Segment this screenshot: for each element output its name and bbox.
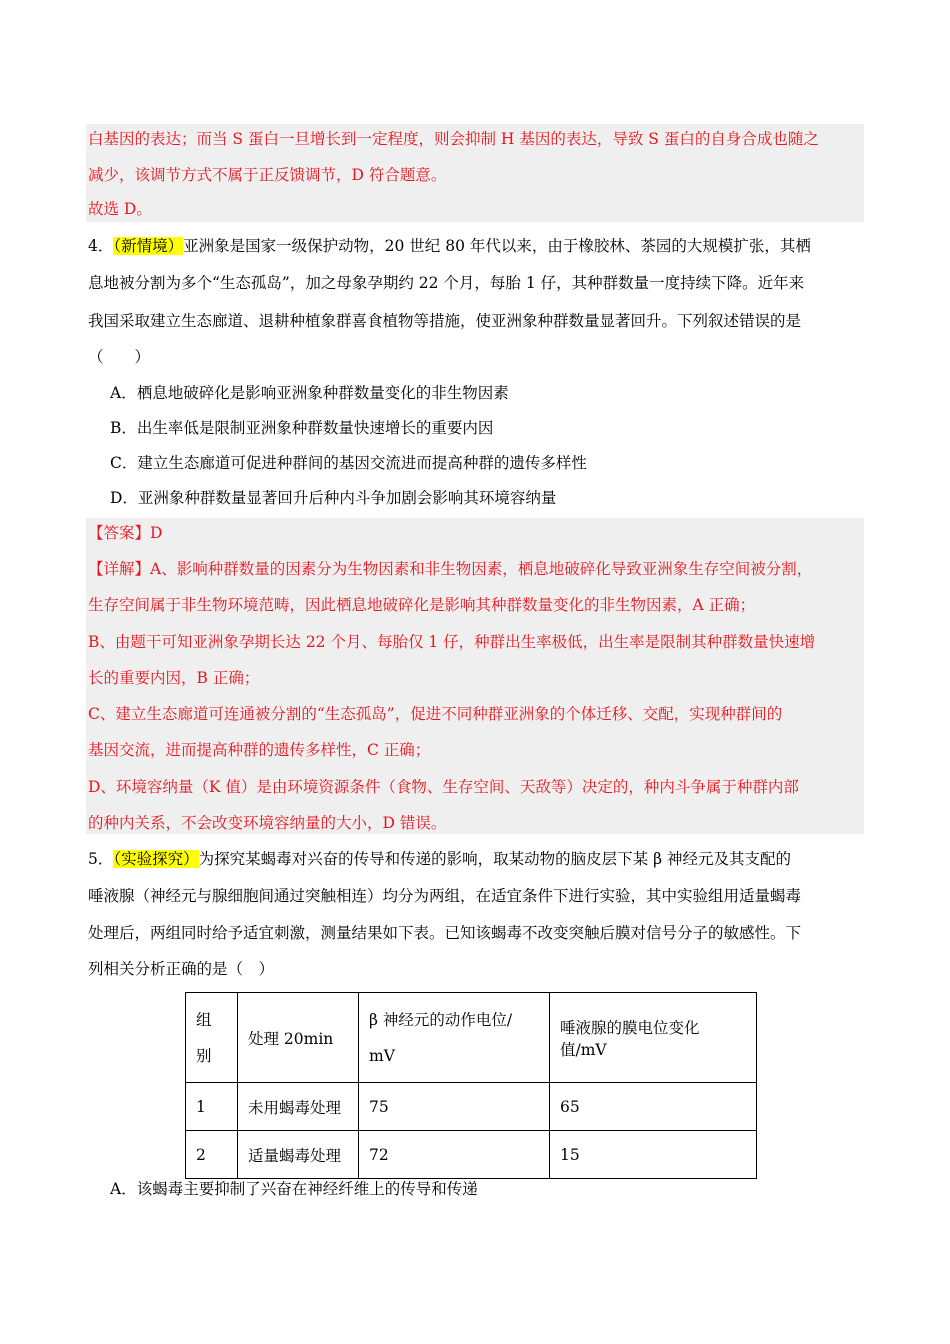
row-2-potential: 72 [359,1131,550,1179]
header-gland: 唾液腺的膜电位变化值/mV [550,993,757,1083]
q4-detail-line-4: 长的重要内因，B 正确； [88,669,260,687]
table-row [186,1131,757,1179]
table-row [186,1083,757,1131]
q4-answer-value: D [150,524,163,542]
q4-detail-line-6: 基因交流，进而提高种群的遗传多样性，C 正确； [88,741,431,759]
q4-detail-line-5: C、建立生态廊道可连通被分割的“生态孤岛”，促进不同种群亚洲象的个体迁移、交配，实现种群间的 [88,705,783,723]
row-1-treatment: 未用蝎毒处理 [238,1083,359,1131]
header-group-line-1: 组 [196,1010,212,1029]
row-1-group: 1 [186,1083,238,1131]
q5-tag: （实验探究） [113,850,199,868]
q5-stem-line-4: 列相关分析正确的是（ ） [88,960,275,978]
q4-stem-line-1 [88,235,811,257]
q4-option-a: A．栖息地破碎化是影响亚洲象种群数量变化的非生物因素 [110,384,509,402]
q5-stem-line-3: 处理后，两组同时给予适宜刺激，测量结果如下表。已知该蝎毒不改变突触后膜对信号分子的敏感性。下 [88,924,802,942]
q4-option-b: B．出生率低是限制亚洲象种群数量快速增长的重要内因 [110,419,494,437]
row-1-gland: 65 [550,1083,757,1131]
header-potential-line-2: mV [369,1046,395,1065]
table-header-row [186,993,757,1083]
header-group [186,993,238,1083]
q4-stem-line-2: 息地被分割为多个“生态孤岛”，加之母象孕期约 22 个月，每胎 1 仔，其种群数量一度持续下降。近年来 [88,274,805,292]
header-group-line-2: 别 [196,1046,212,1065]
prev-answer-line-1: 白基因的表达；而当 S 蛋白一旦增长到一定程度，则会抑制 H 基因的表达，导致 S 蛋白的自身合成也随之 [88,130,819,148]
q4-option-d: D．亚洲象种群数量显著回升后种内斗争加剧会影响其环境容纳量 [110,489,557,507]
header-treatment: 处理 20min [238,993,359,1083]
q5-stem-line-1 [88,848,791,870]
header-potential [359,993,550,1083]
prev-answer-line-2: 减少，该调节方式不属于正反馈调节，D 符合题意。 [88,166,447,184]
q4-stem-line-4: （ ） [88,348,151,366]
q4-detail-line-8: 的种内关系，不会改变环境容纳量的大小，D 错误。 [88,814,447,832]
q5-stem-text-1: 为探究某蝎毒对兴奋的传导和传递的影响，取某动物的脑皮层下某 β 神经元及其支配的 [198,850,791,868]
row-2-treatment: 适量蝎毒处理 [238,1131,359,1179]
q4-tag: （新情境） [113,237,184,255]
q4-answer [88,522,162,544]
q5-results-table [185,992,757,1179]
q4-detail-label: 【详解】 [88,560,151,578]
q4-detail-line-1 [88,558,812,580]
q5-option-a: A．该蝎毒主要抑制了兴奋在神经纤维上的传导和传递 [110,1180,478,1198]
q5-number: 5． [88,850,114,868]
q5-stem-line-2: 唾液腺（神经元与腺细胞间通过突触相连）均分为两组，在适宜条件下进行实验，其中实验组用适量蝎毒 [88,887,802,905]
header-potential-line-1: β 神经元的动作电位/ [369,1010,513,1029]
row-1-potential: 75 [359,1083,550,1131]
q4-detail-text-1: A、影响种群数量的因素分为生物因素和非生物因素，栖息地破碎化导致亚洲象生存空间被分割， [150,560,813,578]
q4-detail-line-2: 生存空间属于非生物环境范畴，因此栖息地破碎化是影响其种群数量变化的非生物因素，A 正确； [88,596,756,614]
q4-answer-label: 【答案】 [88,524,151,542]
q4-detail-line-3: B、由题干可知亚洲象孕期长达 22 个月、每胎仅 1 仔，种群出生率极低，出生率是限制其种群数量快速增 [88,633,816,651]
row-2-gland: 15 [550,1131,757,1179]
q4-stem-text-1: 亚洲象是国家一级保护动物，20 世纪 80 年代以来，由于橡胶林、茶园的大规模扩张，其栖 [183,237,811,255]
prev-answer-line-3: 故选 D。 [88,200,152,218]
q4-number: 4． [88,237,114,255]
row-2-group: 2 [186,1131,238,1179]
q4-detail-line-7: D、环境容纳量（K 值）是由环境资源条件（食物、生存空间、天敌等）决定的，种内斗争属于种群内部 [88,778,799,796]
q4-option-c: C．建立生态廊道可促进种群间的基因交流进而提高种群的遗传多样性 [110,454,587,472]
q4-stem-line-3: 我国采取建立生态廊道、退耕种植象群喜食植物等措施，使亚洲象种群数量显著回升。下列叙述错误的是 [88,312,802,330]
